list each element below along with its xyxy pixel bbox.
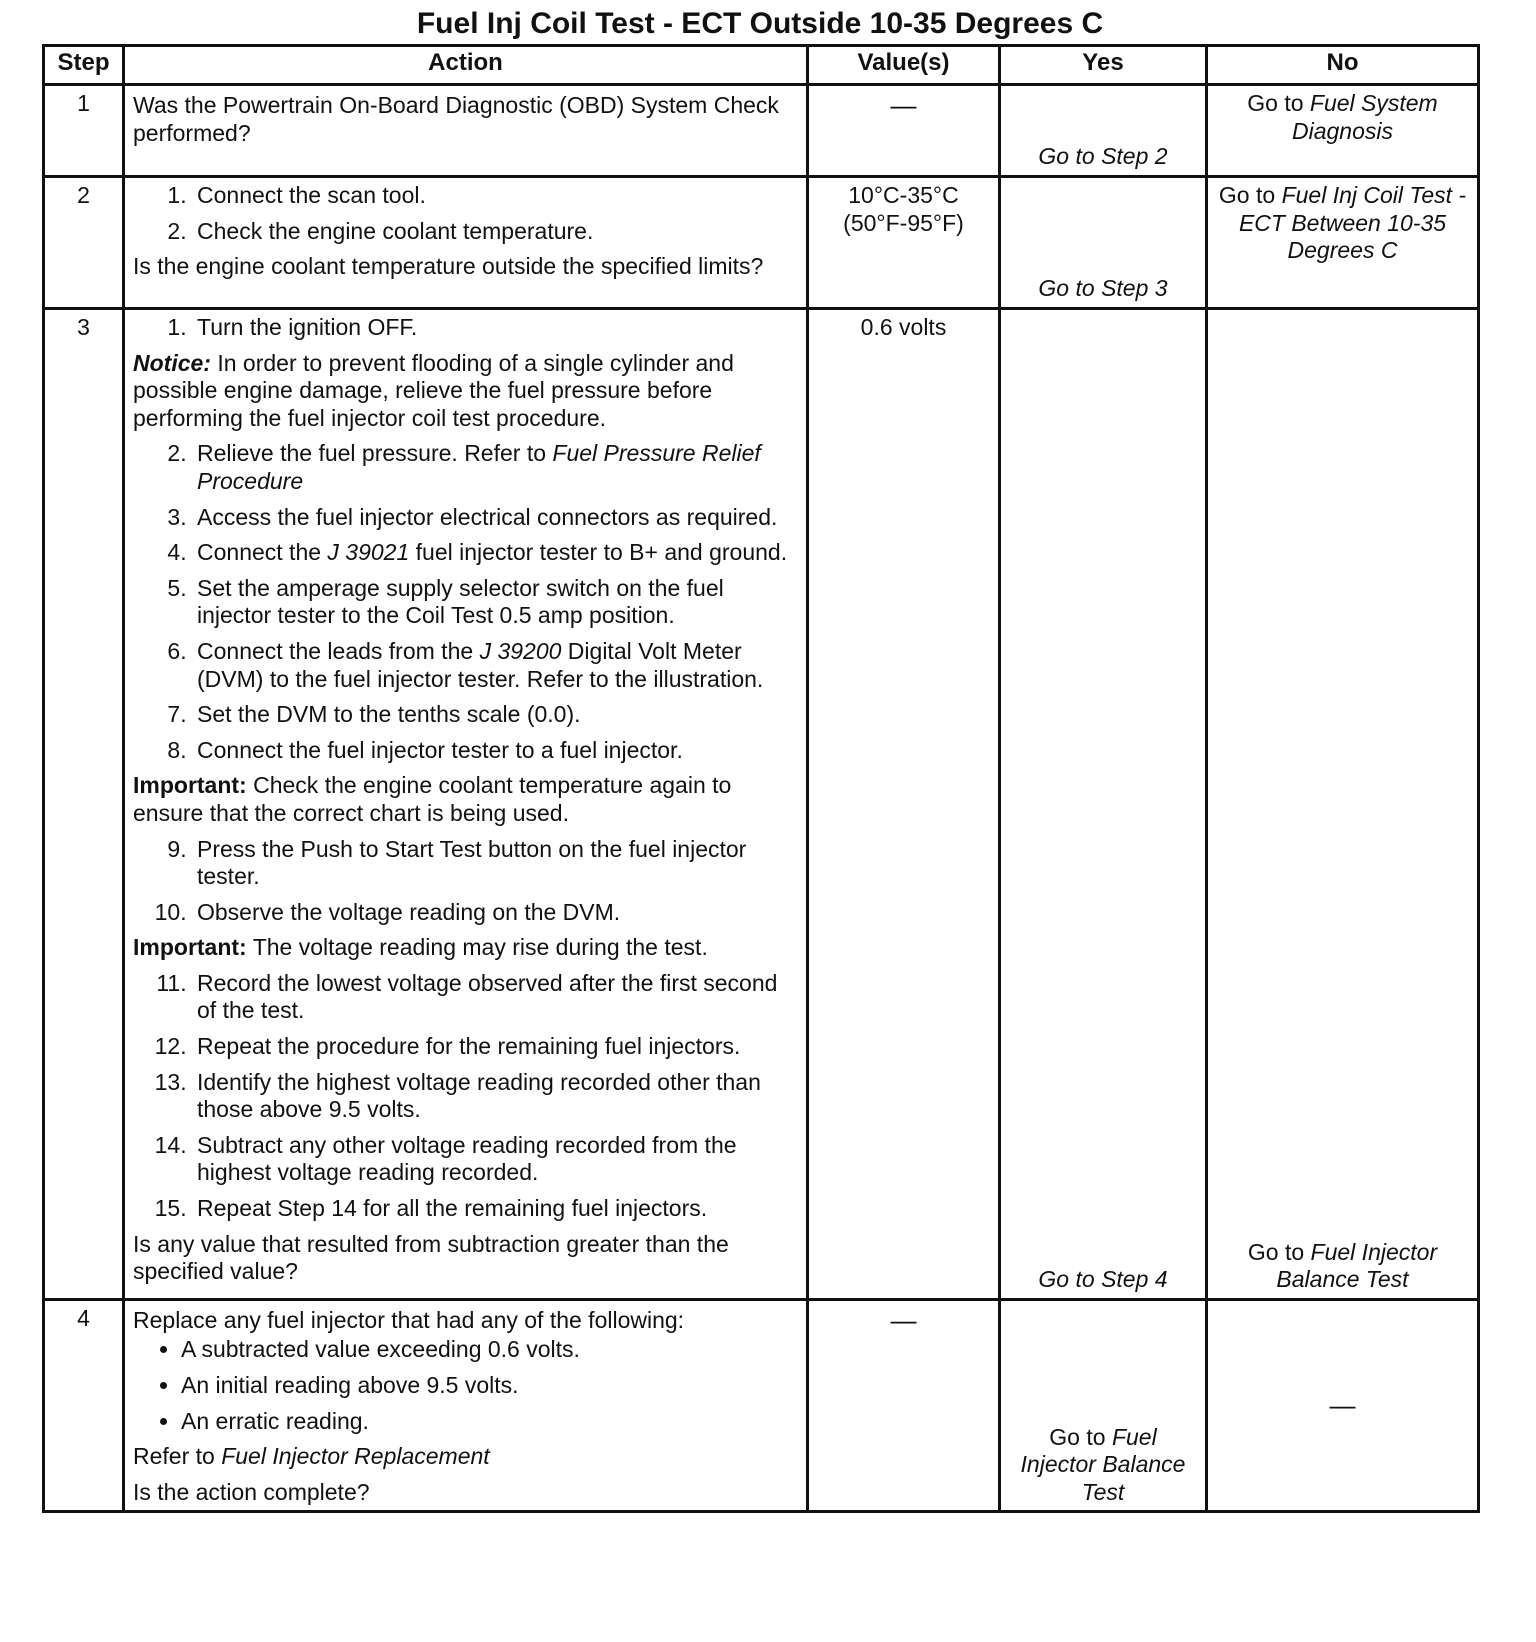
question-text: Is any value that resulted from subtraction greater than the specified value?: [133, 1230, 729, 1285]
value-cell: 10°C-35°C (50°F-95°F): [808, 177, 1000, 309]
action-cell: [124, 177, 808, 309]
no-cell: [1207, 309, 1479, 1300]
reference-link[interactable]: Fuel Injector Replacement: [221, 1443, 490, 1470]
list-item: 15. Repeat Step 14 for all the remaining fuel injectors.: [193, 1195, 798, 1223]
header-step: Step: [44, 46, 124, 85]
action-cell: [124, 309, 808, 1300]
no-cell: [1207, 177, 1479, 309]
goto-link[interactable]: Fuel Injector Balance Test: [1276, 1238, 1438, 1293]
list-item: 2. Relieve the fuel pressure. Refer to Fuel Pressure Relief Procedure: [193, 440, 798, 495]
list-item: 9. Press the Push to Start Test button on the fuel injector tester.: [193, 836, 798, 891]
list-item: • An erratic reading.: [181, 1408, 798, 1436]
list-item: 10. Observe the voltage reading on the DVM.: [193, 899, 798, 927]
diagnostic-table: [42, 44, 1480, 1513]
table-header-row: [44, 46, 1479, 85]
goto-link[interactable]: Fuel Inj Coil Test - ECT Between 10-35 Degrees C: [1238, 182, 1467, 264]
goto-link[interactable]: Go to Step 4: [1038, 1266, 1168, 1293]
list-item: 1. Connect the scan tool.: [193, 182, 798, 210]
notice-text: Notice: In order to prevent flooding of a single cylinder and possible engine damage, relieve the fuel pressure before performing the fuel injector coil test procedure.: [133, 349, 734, 431]
important-text: Important: The voltage reading may rise during the test.: [133, 934, 708, 961]
intro-text: Replace any fuel injector that had any of the following:: [133, 1306, 685, 1333]
goto-prefix: Go to: [1218, 182, 1282, 208]
table-row: [44, 177, 1479, 309]
list-item: 7. Set the DVM to the tenths scale (0.0).: [193, 701, 798, 729]
question-text: Is the action complete?: [133, 1478, 370, 1505]
list-item: 2. Check the engine coolant temperature.: [193, 218, 798, 246]
table-row: [44, 309, 1479, 1300]
goto-link[interactable]: Fuel Injector Balance Test: [1020, 1423, 1186, 1505]
goto-link[interactable]: Fuel System Diagnosis: [1292, 90, 1438, 144]
reference-link[interactable]: Fuel Pressure Relief Procedure: [197, 440, 761, 494]
goto-prefix: Go to: [1049, 1423, 1112, 1450]
question-text: Is the engine coolant temperature outside the specified limits?: [133, 253, 764, 280]
goto-link[interactable]: Go to Step 3: [1038, 275, 1168, 302]
list-item: 3. Access the fuel injector electrical connectors as required.: [193, 504, 798, 532]
header-yes: Yes: [1000, 46, 1207, 85]
yes-cell: [1000, 1299, 1207, 1512]
list-item: 5. Set the amperage supply selector switch on the fuel injector tester to the Coil Test 0.5 amp position.: [193, 575, 798, 630]
page-title: Fuel Inj Coil Test - ECT Outside 10-35 Degrees C: [416, 7, 1104, 40]
list-item: 1. Turn the ignition OFF.: [193, 314, 798, 342]
value-cell: 0.6 volts: [808, 309, 1000, 1300]
question-text: Was the Powertrain On-Board Diagnostic (OBD) System Check performed?: [133, 92, 779, 146]
goto-link[interactable]: Go to Step 2: [1038, 143, 1168, 170]
goto-prefix: Go to: [1247, 1238, 1311, 1265]
action-cell: [124, 1299, 808, 1512]
important-text: Important: Check the engine coolant temperature again to ensure that the correct chart is being used.: [133, 772, 732, 826]
yes-cell: [1000, 309, 1207, 1300]
table-row: [44, 1299, 1479, 1512]
yes-cell: [1000, 177, 1207, 309]
table-row: [44, 85, 1479, 177]
list-item: 12. Repeat the procedure for the remaining fuel injectors.: [193, 1033, 798, 1061]
list-item: 11. Record the lowest voltage observed after the first second of the test.: [193, 970, 798, 1025]
yes-cell: [1000, 85, 1207, 177]
refer-text: Refer to Fuel Injector Replacement: [133, 1443, 490, 1470]
list-item: 6. Connect the leads from the J 39200 Digital Volt Meter (DVM) to the fuel injector tester. Refer to the illustration.: [193, 638, 798, 693]
value-cell: —: [808, 85, 1000, 177]
header-no: No: [1207, 46, 1479, 85]
step-number: 2: [44, 177, 124, 309]
step-number: 3: [44, 309, 124, 1300]
no-cell: —: [1207, 1299, 1479, 1512]
list-item: • A subtracted value exceeding 0.6 volts.: [181, 1336, 798, 1364]
step-number: 4: [44, 1299, 124, 1512]
header-values: Value(s): [808, 46, 1000, 85]
list-item: 14. Subtract any other voltage reading recorded from the highest voltage reading recorded.: [193, 1132, 798, 1187]
list-item: 4. Connect the J 39021 fuel injector tester to B+ and ground.: [193, 539, 798, 567]
action-cell: [124, 85, 808, 177]
header-action: Action: [124, 46, 808, 85]
list-item: 13. Identify the highest voltage reading recorded other than those above 9.5 volts.: [193, 1069, 798, 1124]
step-number: 1: [44, 85, 124, 177]
no-cell: [1207, 85, 1479, 177]
list-item: 8. Connect the fuel injector tester to a fuel injector.: [193, 737, 798, 765]
goto-prefix: Go to: [1247, 90, 1310, 116]
list-item: • An initial reading above 9.5 volts.: [181, 1372, 798, 1400]
value-cell: —: [808, 1299, 1000, 1512]
